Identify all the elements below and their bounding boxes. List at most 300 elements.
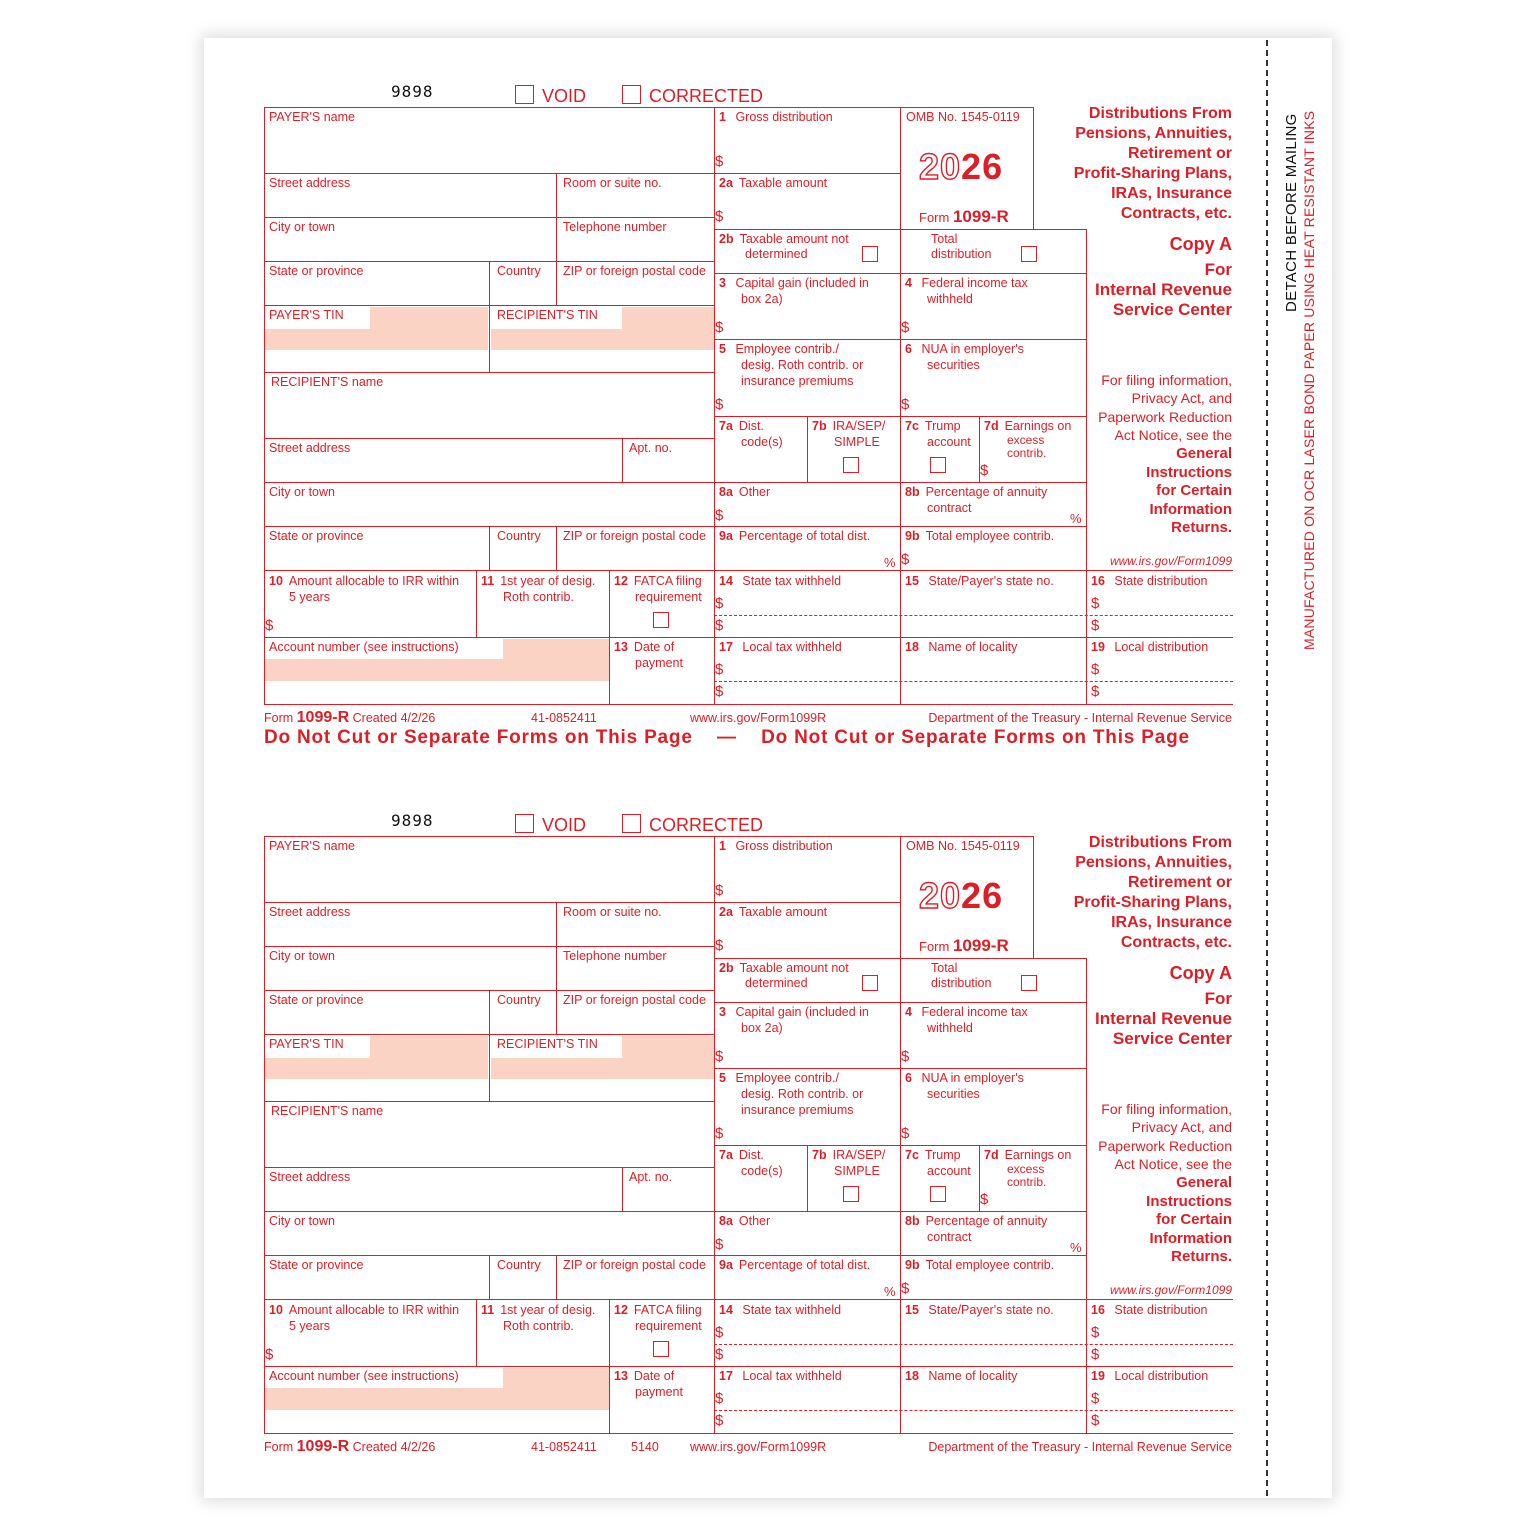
rule xyxy=(264,438,714,439)
info-bold-line: for Certain xyxy=(1156,1211,1232,1228)
info-line: Paperwork Reduction xyxy=(1098,409,1232,425)
box1-dollar: $ xyxy=(715,153,724,170)
box7d-dollar: $ xyxy=(980,462,989,479)
street-address-label: Street address xyxy=(269,176,351,190)
tax-year: 2026 xyxy=(919,875,1004,916)
rule xyxy=(264,1366,1233,1367)
title-line: Pensions, Annuities, xyxy=(1075,125,1232,142)
rule xyxy=(264,836,265,1433)
box2b-label-2: determined xyxy=(745,247,808,261)
payer-tin-label: PAYER'S TIN xyxy=(269,1037,344,1051)
title-line: Contracts, etc. xyxy=(1120,934,1232,951)
rule xyxy=(489,990,490,1101)
footer-department: Department of the Treasury - Internal Revenue Service xyxy=(928,711,1232,725)
footer-department: Department of the Treasury - Internal Revenue Service xyxy=(928,1440,1232,1454)
info-line: Privacy Act, and xyxy=(1131,390,1232,406)
box16-dollar-1: $ xyxy=(1091,1324,1100,1341)
account-number-label: Account number (see instructions) xyxy=(269,640,459,654)
info-bold-line: for Certain xyxy=(1156,482,1232,499)
box7a-label-2: code(s) xyxy=(741,435,783,449)
info-line: For filing information, xyxy=(1101,372,1232,388)
trump-account-checkbox[interactable] xyxy=(930,457,946,473)
city-town-label: City or town xyxy=(269,220,335,234)
total-distribution-checkbox[interactable] xyxy=(1021,246,1037,262)
box8b-label: 8b Percentage of annuity xyxy=(905,485,1048,499)
taxable-not-determined-checkbox[interactable] xyxy=(862,975,878,991)
corrected-checkbox[interactable] xyxy=(622,814,641,833)
omb-number: OMB No. 1545-0119 xyxy=(906,839,1020,853)
box9a-percent: % xyxy=(884,1284,896,1299)
box7d-label-2: excess xyxy=(1007,433,1045,447)
recipient-country-label: Country xyxy=(497,1258,541,1272)
info-bold-line: Returns. xyxy=(1171,1248,1232,1265)
recipient-tin-shade xyxy=(622,1036,714,1058)
info-bold-line: Returns. xyxy=(1171,519,1232,536)
telephone-label: Telephone number xyxy=(563,949,667,963)
recipient-state-label: State or province xyxy=(269,1258,364,1272)
rule xyxy=(264,173,714,174)
room-suite-label: Room or suite no. xyxy=(563,905,662,919)
info-line: Act Notice, see the xyxy=(1114,1156,1232,1172)
apt-no-label: Apt. no. xyxy=(629,1170,673,1184)
footer-url[interactable]: www.irs.gov/Form1099R xyxy=(690,1440,827,1454)
box5-dollar: $ xyxy=(715,396,724,413)
box8a-dollar: $ xyxy=(715,507,724,524)
box7d-label-3: contrib. xyxy=(1007,1175,1047,1189)
info-line: Paperwork Reduction xyxy=(1098,1138,1232,1154)
irs-line-1: Internal Revenue xyxy=(1095,280,1232,299)
fatca-checkbox[interactable] xyxy=(653,1341,669,1357)
rule xyxy=(622,1167,623,1211)
info-bold-line: Information xyxy=(1149,501,1232,518)
box17-dollar-1: $ xyxy=(715,661,724,678)
box13-label-2: payment xyxy=(635,656,683,670)
apt-no-label: Apt. no. xyxy=(629,441,673,455)
corrected-label: CORRECTED xyxy=(649,815,764,835)
rule xyxy=(264,1433,1233,1434)
info-line: Privacy Act, and xyxy=(1131,1119,1232,1135)
recipient-tin-shade-lower xyxy=(491,329,714,350)
box7b-label: 7b IRA/SEP/ xyxy=(812,419,886,433)
box9a-percent: % xyxy=(884,555,896,570)
website-link[interactable]: www.irs.gov/Form1099 xyxy=(1109,554,1232,568)
form-1099r-copy-bottom xyxy=(0,729,1536,1455)
box17-dollar-2: $ xyxy=(715,683,724,700)
box16-dollar-1: $ xyxy=(1091,595,1100,612)
box2a-dollar: $ xyxy=(715,937,724,954)
void-label: VOID xyxy=(542,815,587,835)
title-line: Contracts, etc. xyxy=(1120,205,1232,222)
box6-dollar: $ xyxy=(901,396,910,413)
box16-dollar-2: $ xyxy=(1091,617,1100,634)
box19-label: 19 Local distribution xyxy=(1091,640,1209,654)
recipient-city-label: City or town xyxy=(269,1214,335,1228)
rule xyxy=(264,217,714,218)
title-line: Distributions From xyxy=(1088,105,1232,122)
account-shade xyxy=(503,639,609,659)
rule xyxy=(622,438,623,482)
box6-label: 6 NUA in employer's xyxy=(905,342,1024,356)
street-address-label: Street address xyxy=(269,905,351,919)
right-panel xyxy=(1040,104,1232,574)
info-bold-line: Instructions xyxy=(1146,464,1232,481)
box5-label-2: desig. Roth contrib. or xyxy=(741,1087,864,1101)
title-line: IRAs, Insurance xyxy=(1111,914,1232,931)
rule xyxy=(714,526,1086,527)
box14-label: 14 State tax withheld xyxy=(719,1303,842,1317)
rule xyxy=(714,416,1086,417)
country-label: Country xyxy=(497,264,541,278)
rule xyxy=(714,1002,1086,1003)
box16-dollar-2: $ xyxy=(1091,1346,1100,1363)
rule xyxy=(264,107,265,704)
recipient-state-label: State or province xyxy=(269,529,364,543)
box3-label-2: box 2a) xyxy=(741,292,783,306)
form-code: 9898 xyxy=(391,811,434,830)
box3-label: 3 Capital gain (included in xyxy=(719,1005,869,1019)
box7a-label: 7a Dist. xyxy=(719,419,764,433)
box3-label: 3 Capital gain (included in xyxy=(719,276,869,290)
account-shade xyxy=(503,1368,609,1388)
box9b-label: 9b Total employee contrib. xyxy=(905,1258,1055,1272)
irs-line-1: Internal Revenue xyxy=(1095,1009,1232,1028)
rule xyxy=(489,1255,490,1299)
rule xyxy=(714,902,900,903)
payer-name-label: PAYER'S name xyxy=(269,839,355,853)
dashed-rule xyxy=(714,681,1233,682)
recipient-street-label: Street address xyxy=(269,1170,351,1184)
rule xyxy=(556,261,557,305)
box17-label: 17 Local tax withheld xyxy=(719,640,842,654)
box5-label: 5 Employee contrib./ xyxy=(719,1071,839,1085)
box17-dollar-2: $ xyxy=(715,1412,724,1429)
box9b-dollar: $ xyxy=(901,551,910,568)
rule xyxy=(264,1101,714,1102)
box1-label: 1 Gross distribution xyxy=(719,839,833,853)
copy-a-label: Copy A xyxy=(1169,963,1232,983)
detach-text: DETACH BEFORE MAILING xyxy=(1283,113,1300,312)
box9b-label: 9b Total employee contrib. xyxy=(905,529,1055,543)
account-shade-lower xyxy=(265,1388,609,1410)
box19-dollar-2: $ xyxy=(1091,1412,1100,1429)
box5-label-3: insurance premiums xyxy=(741,1103,854,1117)
box2a-label: 2a Taxable amount xyxy=(719,905,828,919)
box6-label: 6 NUA in employer's xyxy=(905,1071,1024,1085)
box12-label-2: requirement xyxy=(635,1319,702,1333)
rule xyxy=(264,482,714,483)
box9b-dollar: $ xyxy=(901,1280,910,1297)
footer-form-name: Form 1099-R Created 4/2/26 xyxy=(264,709,436,726)
box18-label: 18 Name of locality xyxy=(905,640,1018,654)
corrected-label: CORRECTED xyxy=(649,86,764,106)
recipient-street-label: Street address xyxy=(269,441,351,455)
info-bold-line: Instructions xyxy=(1146,1193,1232,1210)
void-checkbox[interactable] xyxy=(515,814,534,833)
website-link[interactable]: www.irs.gov/Form1099 xyxy=(1109,1283,1232,1297)
rule xyxy=(264,946,714,947)
rule xyxy=(609,1299,610,1433)
box10-label-2: 5 years xyxy=(289,590,330,604)
footer-url[interactable]: www.irs.gov/Form1099R xyxy=(690,711,827,725)
box15-label: 15 State/Payer's state no. xyxy=(905,1303,1054,1317)
box3-label-2: box 2a) xyxy=(741,1021,783,1035)
rule xyxy=(1033,836,1034,958)
box7c-label-2: account xyxy=(927,1164,971,1178)
box7d-label: 7d Earnings on xyxy=(984,1148,1072,1162)
rule xyxy=(714,1068,1086,1069)
payer-tin-label: PAYER'S TIN xyxy=(269,308,344,322)
total-distribution-checkbox[interactable] xyxy=(1021,975,1037,991)
box1-dollar: $ xyxy=(715,882,724,899)
rule xyxy=(264,902,714,903)
box8a-label: 8a Other xyxy=(719,1214,771,1228)
box2b-label-2: determined xyxy=(745,976,808,990)
void-label: VOID xyxy=(542,86,587,106)
box14-label: 14 State tax withheld xyxy=(719,574,842,588)
box5-dollar: $ xyxy=(715,1125,724,1142)
right-panel xyxy=(1040,833,1232,1303)
info-line: For filing information, xyxy=(1101,1101,1232,1117)
total-distribution-label: Total xyxy=(931,232,958,246)
info-bold-line: General xyxy=(1176,1174,1232,1191)
total-distribution-label-2: distribution xyxy=(931,976,992,990)
box19-label: 19 Local distribution xyxy=(1091,1369,1209,1383)
rule xyxy=(476,1299,477,1366)
info-bold-line: General xyxy=(1176,445,1232,462)
box10-dollar: $ xyxy=(265,617,274,634)
box14-dollar-2: $ xyxy=(715,617,724,634)
recipient-city-label: City or town xyxy=(269,485,335,499)
box2a-label: 2a Taxable amount xyxy=(719,176,828,190)
rule xyxy=(714,1255,1086,1256)
box6-label-2: securities xyxy=(927,1087,980,1101)
box3-dollar: $ xyxy=(715,1048,724,1065)
box7d-label: 7d Earnings on xyxy=(984,419,1072,433)
rule xyxy=(556,526,557,570)
rule xyxy=(264,1167,714,1168)
box13-label: 13 Date of xyxy=(614,640,675,654)
ira-sep-simple-checkbox[interactable] xyxy=(843,1186,859,1202)
rule xyxy=(264,836,1034,837)
recipient-tin-label: RECIPIENT'S TIN xyxy=(497,1037,598,1051)
box10-label: 10 Amount allocable to IRR within xyxy=(269,1303,460,1317)
box4-label: 4 Federal income tax xyxy=(905,1005,1028,1019)
form-name: Form 1099-R xyxy=(919,207,1009,226)
title-line: Retirement or xyxy=(1127,145,1232,162)
box14-dollar-1: $ xyxy=(715,595,724,612)
rule xyxy=(714,273,1086,274)
info-line: Act Notice, see the xyxy=(1114,427,1232,443)
footer-catalog: 41-0852411 xyxy=(531,1440,597,1454)
box5-label-3: insurance premiums xyxy=(741,374,854,388)
recipient-zip-label: ZIP or foreign postal code xyxy=(563,529,706,543)
manufactured-text: MANUFACTURED ON OCR LASER BOND PAPER USING HEAT RESISTANT INKS xyxy=(1301,110,1317,650)
box19-dollar-1: $ xyxy=(1091,1390,1100,1407)
rule xyxy=(1033,107,1034,229)
rule xyxy=(714,958,1086,959)
payer-tin-shade xyxy=(370,307,488,329)
box11-label: 11 1st year of desig. xyxy=(481,1303,596,1317)
box4-dollar: $ xyxy=(901,1048,910,1065)
telephone-label: Telephone number xyxy=(563,220,667,234)
rule xyxy=(714,229,1086,230)
box13-label: 13 Date of xyxy=(614,1369,675,1383)
recipient-tin-shade xyxy=(622,307,714,329)
form-name: Form 1099-R xyxy=(919,936,1009,955)
box11-label-2: Roth contrib. xyxy=(503,1319,574,1333)
state-province-label: State or province xyxy=(269,993,364,1007)
recipient-zip-label: ZIP or foreign postal code xyxy=(563,1258,706,1272)
taxable-not-determined-checkbox[interactable] xyxy=(862,246,878,262)
for-label: For xyxy=(1204,989,1232,1008)
box7a-label: 7a Dist. xyxy=(719,1148,764,1162)
box17-dollar-1: $ xyxy=(715,1390,724,1407)
box14-dollar-1: $ xyxy=(715,1324,724,1341)
box12-label-2: requirement xyxy=(635,590,702,604)
box7d-label-2: excess xyxy=(1007,1162,1045,1176)
footer-extra: 5140 xyxy=(631,1440,659,1454)
recipient-name-label: RECIPIENT'S name xyxy=(271,375,384,389)
dashed-rule xyxy=(714,1344,1233,1345)
box8b-label-2: contract xyxy=(927,501,972,515)
zip-label: ZIP or foreign postal code xyxy=(563,993,706,1007)
omb-number: OMB No. 1545-0119 xyxy=(906,110,1020,124)
payer-tin-shade xyxy=(370,1036,488,1058)
box8b-label-2: contract xyxy=(927,1230,972,1244)
box7c-label-2: account xyxy=(927,435,971,449)
form-1099r-copy-top xyxy=(0,0,1536,748)
rule xyxy=(807,416,808,482)
trump-account-checkbox[interactable] xyxy=(930,1186,946,1202)
recipient-name-label: RECIPIENT'S name xyxy=(271,1104,384,1118)
dashed-rule xyxy=(714,1410,1233,1411)
rule xyxy=(264,1211,714,1212)
box4-label-2: withheld xyxy=(927,292,973,306)
box7c-label: 7c Trump xyxy=(905,419,961,433)
box5-label: 5 Employee contrib./ xyxy=(719,342,839,356)
box6-label-2: securities xyxy=(927,358,980,372)
rule xyxy=(556,990,557,1034)
irs-line-2: Service Center xyxy=(1112,1029,1232,1048)
box7c-label: 7c Trump xyxy=(905,1148,961,1162)
rule xyxy=(807,1145,808,1211)
box3-dollar: $ xyxy=(715,319,724,336)
box8b-percent: % xyxy=(1070,511,1082,526)
form-code: 9898 xyxy=(391,82,434,101)
title-line: Distributions From xyxy=(1088,834,1232,851)
rule xyxy=(556,1255,557,1299)
box8a-label: 8a Other xyxy=(719,485,771,499)
box19-dollar-2: $ xyxy=(1091,683,1100,700)
void-checkbox[interactable] xyxy=(515,85,534,104)
rule xyxy=(714,1211,1086,1212)
info-bold-line: Information xyxy=(1149,1230,1232,1247)
box7b-label-2: SIMPLE xyxy=(834,1164,880,1178)
box11-label: 11 1st year of desig. xyxy=(481,574,596,588)
box17-label: 17 Local tax withheld xyxy=(719,1369,842,1383)
box4-dollar: $ xyxy=(901,319,910,336)
rule xyxy=(556,173,557,261)
box9a-label: 9a Percentage of total dist. xyxy=(719,529,871,543)
box10-label: 10 Amount allocable to IRR within xyxy=(269,574,460,588)
zip-label: ZIP or foreign postal code xyxy=(563,264,706,278)
rule xyxy=(714,1145,1086,1146)
title-line: Pensions, Annuities, xyxy=(1075,854,1232,871)
country-label: Country xyxy=(497,993,541,1007)
title-line: Retirement or xyxy=(1127,874,1232,891)
payer-name-label: PAYER'S name xyxy=(269,110,355,124)
box12-label: 12 FATCA filing xyxy=(614,1303,702,1317)
city-town-label: City or town xyxy=(269,949,335,963)
box4-label-2: withheld xyxy=(927,1021,973,1035)
corrected-checkbox[interactable] xyxy=(622,85,641,104)
box4-label: 4 Federal income tax xyxy=(905,276,1028,290)
title-line: IRAs, Insurance xyxy=(1111,185,1232,202)
box8b-label: 8b Percentage of annuity xyxy=(905,1214,1048,1228)
copy-a-label: Copy A xyxy=(1169,234,1232,254)
recipient-tin-shade-lower xyxy=(491,1058,714,1079)
ira-sep-simple-checkbox[interactable] xyxy=(843,457,859,473)
rule xyxy=(556,902,557,990)
box15-label: 15 State/Payer's state no. xyxy=(905,574,1054,588)
rule xyxy=(264,372,714,373)
fatca-checkbox[interactable] xyxy=(653,612,669,628)
title-line: Profit-Sharing Plans, xyxy=(1073,165,1232,182)
rule xyxy=(714,482,1086,483)
box19-dollar-1: $ xyxy=(1091,661,1100,678)
box5-label-2: desig. Roth contrib. or xyxy=(741,358,864,372)
irs-line-2: Service Center xyxy=(1112,300,1232,319)
account-number-label: Account number (see instructions) xyxy=(269,1369,459,1383)
footer-catalog: 41-0852411 xyxy=(531,711,597,725)
box12-label: 12 FATCA filing xyxy=(614,574,702,588)
rule xyxy=(264,107,1034,108)
room-suite-label: Room or suite no. xyxy=(563,176,662,190)
total-distribution-label-2: distribution xyxy=(931,247,992,261)
box7d-label-3: contrib. xyxy=(1007,446,1047,460)
rule xyxy=(476,570,477,637)
payer-tin-shade-lower xyxy=(265,1058,488,1079)
dashed-rule xyxy=(714,615,1233,616)
recipient-tin-label: RECIPIENT'S TIN xyxy=(497,308,598,322)
box6-dollar: $ xyxy=(901,1125,910,1142)
tax-year: 2026 xyxy=(919,146,1004,187)
title-line: Profit-Sharing Plans, xyxy=(1073,894,1232,911)
box8b-percent: % xyxy=(1070,1240,1082,1255)
rule xyxy=(264,704,1233,705)
rule xyxy=(264,637,1233,638)
box8a-dollar: $ xyxy=(715,1236,724,1253)
box9a-label: 9a Percentage of total dist. xyxy=(719,1258,871,1272)
box7b-label: 7b IRA/SEP/ xyxy=(812,1148,886,1162)
box10-label-2: 5 years xyxy=(289,1319,330,1333)
box7d-dollar: $ xyxy=(980,1191,989,1208)
payer-tin-shade-lower xyxy=(265,329,488,350)
box11-label-2: Roth contrib. xyxy=(503,590,574,604)
box16-label: 16 State distribution xyxy=(1091,1303,1208,1317)
total-distribution-label: Total xyxy=(931,961,958,975)
box13-label-2: payment xyxy=(635,1385,683,1399)
do-not-cut-notice: Do Not Cut or Separate Forms on This Page — Do Not Cut or Separate Forms on This Page xyxy=(264,727,1190,748)
box2b-label: 2b Taxable amount not xyxy=(719,961,849,975)
box2a-dollar: $ xyxy=(715,208,724,225)
recipient-country-label: Country xyxy=(497,529,541,543)
account-shade-lower xyxy=(265,659,609,681)
box7a-label-2: code(s) xyxy=(741,1164,783,1178)
rule xyxy=(489,261,490,372)
box2b-label: 2b Taxable amount not xyxy=(719,232,849,246)
rule xyxy=(714,173,900,174)
